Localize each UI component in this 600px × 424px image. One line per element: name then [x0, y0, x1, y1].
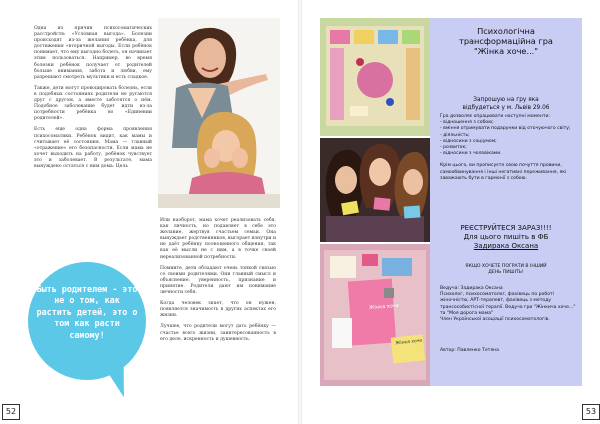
- page-number-left: 52: [2, 404, 20, 420]
- bubble-quote: Быть родителем - это не о том, как растить детей, это о том как расти самому!: [36, 284, 138, 340]
- invite-line: відбудеться у м. Львів 29.06: [462, 105, 550, 111]
- topics-list: [440, 120, 576, 157]
- bio-line: Ведуча: Задирака Оксана: [440, 286, 503, 291]
- paragraph: Есть еще одна форма проявления психосоматики. Ребёнок видит, как мамы и считывает её состояния. Мама — главный «отражение» его безопасности. Если мама не хочет выходить на работу, ребёнок чувствует это и заболевает. В результате, мама вынуждено остаться с ним дома. Цель: [34, 127, 152, 169]
- bio-line: Психолог, психосоматолог, фахівець по роботі жіночністю, АРТ-терапевт, фахівець з методу трансособистісної терапії. Ведуча гри "Жінкича хоче..." та "Моя дорога мама": [440, 292, 576, 316]
- paragraph: Также, дети могут провоцировать болезнь, если в подобных состояниях родители не ругаются друг с другом, а вместе заботятся о нём. Подобное заболевание будет идти из-за потребности ребёнка во «Единении родителей».: [34, 85, 152, 122]
- register-line: РЕЄСТРУЙТЕСЯ ЗАРАЗ!!!!: [460, 224, 552, 232]
- game-board-photo: [320, 18, 430, 136]
- left-page: [0, 0, 298, 424]
- event-invite: [430, 96, 582, 112]
- registration-callout: [430, 224, 582, 251]
- event-title-line: Психологічна: [477, 26, 535, 36]
- paragraph: Помните, дети обладают очень тонкой связью со своими родителями. Они главный смысл и объяснение, уверенность, признание и принятие. Родители дают им понимание личности себя.: [160, 265, 276, 296]
- list-item: - вміння отримувати подарунки від оточуючого світу;: [440, 126, 571, 132]
- women-with-cards-photo: [320, 138, 430, 242]
- note-line: ЯКЩО ХОЧЕТЕ ПОГРАТИ В ІНШИЙ: [465, 264, 547, 269]
- quote-bubble-tail: [103, 358, 136, 401]
- intro-text: Гра дозволяє опрацювати наступні моменти:: [440, 114, 551, 119]
- paragraph: Или наоборот, мама хочет реализовать себя, как личность, но подавляет в себе это желание, жертвуя счастьем семьи. Она вынуждает родственников, выгорает изнутри и не даёт ребёнку полноценного общения, так как её мысли не с ним, а в точке своей нереализованной потребности.: [160, 218, 277, 260]
- host-bio: [440, 286, 576, 323]
- author-credit: Автор: Павленко Тетяна: [440, 348, 499, 353]
- paragraph: Одна из причин психосоматических расстройств: «Условная выгода». Болезни происходят из-за желания ребёнка, для достижения «вторичной выгоды. Если ребёнок понимает, что ему выгодно болеть, он начинает этим пользоваться. Например, во время болезни ребёнок получает от родителей больше внимания, забота и любви, ему разрешают смотреть мультики и есть сладкое.: [34, 26, 152, 80]
- paragraph: Лучшее, что родители могут дать ребёнку — счастье всего жизни, заинтересованность в его деле, искренность и душевность.: [160, 324, 276, 342]
- note-line: ДЕНЬ ПИШІТЬ!: [488, 270, 524, 276]
- article-column-2: [160, 218, 276, 348]
- list-item: - відносини з чоловіками.: [440, 151, 502, 157]
- event-title-line: трансформаційна гра: [459, 36, 553, 46]
- list-item: - розвиток;: [440, 145, 467, 151]
- page-number-right: 53: [582, 404, 600, 420]
- game-photos-collage: [320, 18, 430, 386]
- paragraph: Когда человек знает, что он нужен, появляется значимость в других аспектах его жизни.: [160, 301, 276, 319]
- list-item: - відносини з соціумом;: [440, 138, 497, 144]
- card-label: Жінка хоче: [395, 338, 423, 347]
- outro-text: Крім цього, ви прописуєте свою почуття провини, самообвинування і інші негативні переживання, які заважають бути в гармонії з собою.: [440, 163, 567, 181]
- article-column-1: [34, 26, 152, 175]
- event-info-box: [430, 18, 582, 386]
- event-title-line: "Жінка хоче...": [473, 46, 539, 56]
- event-description: [440, 114, 576, 182]
- register-line: Для цього пишіть в ФБ: [463, 233, 549, 241]
- organizer-name-link[interactable]: Задирака Оксана: [473, 242, 539, 250]
- card-label: Жінка хоче: [368, 302, 400, 312]
- mother-scolding-child-photo: [158, 18, 280, 208]
- list-item: - відношення з собою;: [440, 120, 494, 126]
- bio-line: Член Української асоціації психосоматологів.: [440, 317, 550, 323]
- invite-line: Запрошую на гру яка: [473, 97, 539, 103]
- list-item: - діяльність;: [440, 132, 470, 138]
- game-cards-photo: [320, 244, 430, 386]
- event-title: [430, 26, 582, 56]
- other-day-note: [430, 264, 582, 276]
